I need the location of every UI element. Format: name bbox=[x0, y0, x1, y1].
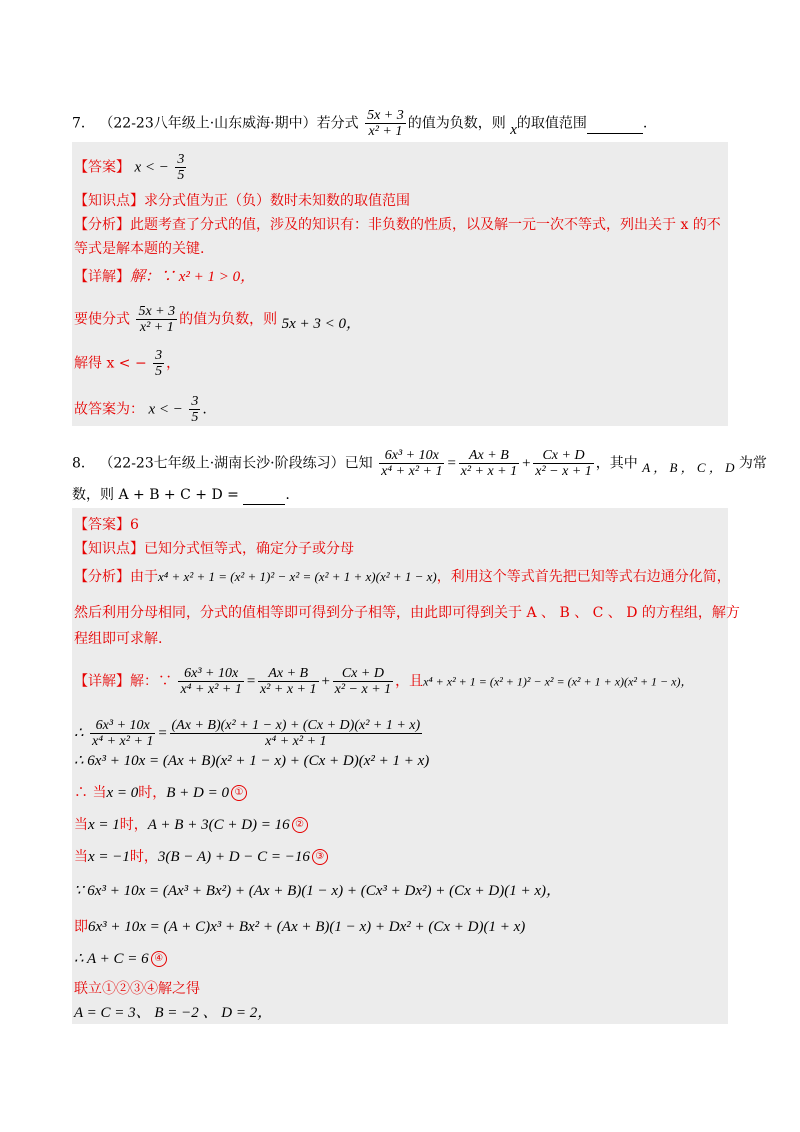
q8-detail-frac bbox=[90, 718, 155, 749]
q7-frac-den: x² + 1 bbox=[368, 124, 403, 139]
q8-detail-formula: B + D = 0 bbox=[166, 785, 229, 801]
q8-detail-frac bbox=[333, 666, 394, 697]
q8-frac-2 bbox=[459, 448, 520, 479]
q8-detail-formula: x = −1 bbox=[88, 849, 130, 865]
q8-vars: A ， B ， C ， D bbox=[642, 459, 735, 475]
frac-num: 5x + 3 bbox=[138, 304, 176, 319]
q7-detail-1 bbox=[74, 268, 255, 286]
answer-label: 【答案】 bbox=[74, 517, 130, 533]
q8-detail-11: A = C = 3、 B = −2 、 D = 2， bbox=[74, 1005, 273, 1021]
q7-var: x bbox=[510, 121, 517, 138]
q8-stem-2 bbox=[72, 486, 290, 505]
frac-den: x² − x + 1 bbox=[334, 682, 392, 697]
q8-detail-formula: 3(B − A) + D − C = −16 bbox=[157, 849, 310, 865]
q7-detail-text: 解得 x < − bbox=[74, 355, 147, 372]
q7-final-answer: x < − bbox=[148, 401, 183, 418]
frac-num: 6x³ + 10x bbox=[90, 718, 155, 734]
q7-detail-frac bbox=[153, 348, 164, 379]
q7-detail-text: 要使分式 bbox=[74, 311, 130, 328]
q7-detail-2 bbox=[74, 304, 361, 335]
q8-detail-9 bbox=[74, 950, 167, 968]
q8-knowledge-text: 已知分式恒等式，确定分子或分母 bbox=[144, 541, 354, 557]
q8-analysis-2: 然后利用分母相同，分式的值相等即可得到分子相等，由此即可得到关于 A 、 B 、 C 、 D 的方程组，解方 bbox=[74, 605, 740, 621]
q7-answer-frac bbox=[175, 152, 186, 183]
q8-detail-frac bbox=[178, 666, 243, 697]
analysis-label: 【分析】 bbox=[74, 569, 130, 585]
q8-detail-text: 当 bbox=[74, 817, 88, 833]
circled-number: ② bbox=[292, 817, 308, 833]
q7-detail-text: 故答案为： bbox=[74, 401, 144, 418]
frac-num: (Ax + B)(x² + 1 − x) + (Cx + D)(x² + 1 + x) bbox=[171, 718, 421, 733]
frac-num: 3 bbox=[177, 152, 185, 167]
answer-label: 【答案】 bbox=[74, 159, 130, 176]
q8-detail-formula: A + B + 3(C + D) = 16 bbox=[147, 817, 290, 833]
frac-num: Cx + D bbox=[333, 666, 394, 682]
q8-detail-2: ∴ $\frac{\text{6x³ + 10x}}{\text{x⁴ + x² + 1}}$ = $\frac{\text{(Ax + B)(x² + 1 − x) + (Cx + D)(x² + 1 + x)}}{\text{x⁴ + x² + 1}}$ bbox=[74, 718, 421, 749]
q8-end: . bbox=[285, 487, 290, 503]
q8-detail-formula: x⁴ + x² + 1 = (x² + 1)² − x² = (x² + 1 + x)(x² + 1 − x)， bbox=[423, 674, 693, 689]
frac-den: x² − x + 1 bbox=[535, 464, 592, 479]
q8-analysis-text: ，利用这个等式首先把已知等式右边通分化简， bbox=[436, 569, 731, 585]
frac-den: 5 bbox=[177, 168, 185, 183]
frac-den: x⁴ + x² + 1 bbox=[180, 682, 242, 697]
q8-answer-value: 6 bbox=[130, 517, 139, 533]
q8-detail-7: ∵ 6x³ + 10x = (Ax³ + Bx²) + (Ax + B)(1 − x) + (Cx³ + Dx²) + (Cx + D)(1 + x)， bbox=[74, 883, 561, 899]
frac-den: x² + x + 1 bbox=[460, 464, 518, 479]
q8-detail-text: 时， bbox=[129, 849, 158, 865]
frac-den: 5 bbox=[191, 410, 199, 425]
q7-knowledge bbox=[74, 192, 410, 210]
frac-num: Ax + B bbox=[258, 666, 319, 682]
q8-detail-frac-long bbox=[170, 718, 423, 749]
q7-text: 的值为负数，则 bbox=[407, 115, 506, 132]
frac-num: 6x³ + 10x bbox=[178, 666, 243, 682]
q8-detail-1: 【详解】解：∵ $\frac{\text{6x³ + 10x}}{\text{x⁴ + x² + 1}}$ = $\frac{Ax + B}{\text{x² + x + 1}}$ + $\frac{Cx + D}{\text{x² − x + 1}}$ ，且x⁴ + x² + 1 = (x² + 1)² − x² = (x² + 1 + x)(x² + 1 − x)， bbox=[74, 666, 693, 697]
frac-num: Cx + D bbox=[533, 448, 594, 464]
q8-stem: 8． （22-23七年级上·湖南长沙·阶段练习）已知 $\frac{\text{6x³ + 10x}}{\text{x⁴ + x² + 1}}$ = $\frac{Ax + B}{\text{x² + x + 1}}$ + $\frac{Cx + D}{\text{x² − x + 1}}$ ，其中 A ， B ， C ， D 为常 bbox=[72, 448, 767, 479]
q7-text: 若分式 bbox=[316, 115, 359, 132]
frac-num: 3 bbox=[191, 394, 199, 409]
q8-detail-formula: x = 1 bbox=[88, 817, 120, 833]
q7-detail-frac bbox=[189, 394, 200, 425]
q8-analysis-formula: x⁴ + x² + 1 = (x² + 1)² − x² = (x² + 1 + x)(x² + 1 − x) bbox=[158, 569, 437, 584]
detail-label: 【详解】 bbox=[74, 673, 130, 690]
q7-detail-inequality: 5x + 3 < 0， bbox=[281, 315, 361, 332]
frac-den: x⁴ + x² + 1 bbox=[381, 464, 443, 479]
q8-detail-formula: ∴ A + C = 6 bbox=[74, 951, 149, 967]
q7-answer bbox=[74, 152, 188, 183]
q7-fraction bbox=[365, 108, 406, 139]
analysis-label: 【分析】 bbox=[74, 217, 130, 233]
frac-num: 3 bbox=[155, 348, 163, 363]
q7-detail-4: 故答案为： x < − $\frac{3}{5}$ . bbox=[74, 394, 207, 425]
frac-den: x⁴ + x² + 1 bbox=[265, 734, 327, 749]
q8-detail-5 bbox=[74, 816, 308, 834]
q8-answer bbox=[74, 516, 139, 534]
q7-answer-value: x < − bbox=[134, 159, 169, 176]
q7-knowledge-text: 求分式值为正（负）数时未知数的取值范围 bbox=[144, 193, 410, 209]
q8-analysis-1 bbox=[74, 568, 731, 586]
q7-detail-text: 解：∵ x² + 1 > 0， bbox=[130, 269, 256, 285]
q8-detail-text: ，且 bbox=[395, 673, 424, 690]
circled-number: ③ bbox=[312, 849, 328, 865]
q7-text: 的取值范围 bbox=[516, 115, 587, 132]
frac-den: 5 bbox=[155, 364, 163, 379]
q8-text: 为常 bbox=[738, 455, 767, 472]
q8-detail-text: 即 bbox=[74, 919, 88, 935]
q7-detail-frac bbox=[136, 304, 177, 335]
detail-label: 【详解】 bbox=[74, 269, 130, 285]
q8-detail-text: 解：∵ bbox=[130, 673, 172, 690]
frac-den: x² + x + 1 bbox=[259, 682, 317, 697]
q8-knowledge bbox=[74, 540, 354, 558]
q8-text: ，其中 bbox=[595, 455, 638, 472]
frac-den: x⁴ + x² + 1 bbox=[92, 734, 154, 749]
q8-detail-formula: 6x³ + 10x = (A + C)x³ + Bx² + (Ax + B)(1 − x) + Dx² + (Cx + D)(1 + x) bbox=[88, 919, 526, 935]
q8-analysis-text: 由于 bbox=[130, 569, 158, 585]
frac-num: 6x³ + 10x bbox=[379, 448, 444, 464]
frac-num: Ax + B bbox=[459, 448, 520, 464]
q8-detail-text: 时， bbox=[119, 817, 148, 833]
q7-source: （22-23八年级上·山东威海·期中） bbox=[99, 115, 317, 132]
knowledge-label: 【知识点】 bbox=[74, 193, 144, 209]
q8-answer-blank[interactable] bbox=[243, 486, 285, 505]
q8-source: （22-23七年级上·湖南长沙·阶段练习）已知 bbox=[99, 455, 373, 472]
q8-number: 8． bbox=[72, 455, 95, 472]
q8-frac-1 bbox=[379, 448, 444, 479]
q8-frac-3 bbox=[533, 448, 594, 479]
q8-detail-6 bbox=[74, 848, 328, 866]
q7-answer-blank[interactable] bbox=[587, 115, 643, 134]
q8-text: 数，则 A + B + C + D = bbox=[72, 487, 239, 503]
knowledge-label: 【知识点】 bbox=[74, 541, 144, 557]
q8-detail-text: ∴ 当 bbox=[74, 785, 107, 801]
q8-analysis-3: 程组即可求解. bbox=[74, 631, 163, 647]
q8-detail-text: 当 bbox=[74, 849, 88, 865]
q7-end: . bbox=[642, 115, 648, 132]
q8-detail-text: 时， bbox=[138, 785, 167, 801]
q7-detail-text: 的值为负数，则 bbox=[179, 311, 278, 328]
q8-detail-3: ∴ 6x³ + 10x = (Ax + B)(x² + 1 − x) + (Cx + D)(x² + 1 + x) bbox=[74, 753, 430, 769]
q7-analysis-2: 等式是解本题的关键. bbox=[74, 241, 205, 257]
circled-number: ① bbox=[231, 785, 247, 801]
q8-detail-8 bbox=[74, 918, 525, 936]
circled-number: ④ bbox=[151, 951, 167, 967]
q8-detail-formula: x = 0 bbox=[106, 785, 139, 801]
q7-frac-num: 5x + 3 bbox=[367, 108, 404, 123]
q7-analysis-text: 此题考查了分式的值，涉及的知识有：非负数的性质，以及解一元一次不等式，列出关于 x 的不 bbox=[130, 217, 721, 233]
q7-number: 7． bbox=[72, 115, 95, 132]
frac-den: x² + 1 bbox=[139, 320, 174, 335]
q7-analysis-1 bbox=[74, 216, 721, 234]
q8-detail-10: 联立①②③④解之得 bbox=[74, 981, 200, 997]
q8-detail-frac bbox=[258, 666, 319, 697]
q7-detail-3: 解得 x < − $\frac{3}{5}$ ， bbox=[74, 348, 181, 379]
q7-stem bbox=[72, 108, 647, 139]
q8-detail-4 bbox=[74, 784, 247, 802]
